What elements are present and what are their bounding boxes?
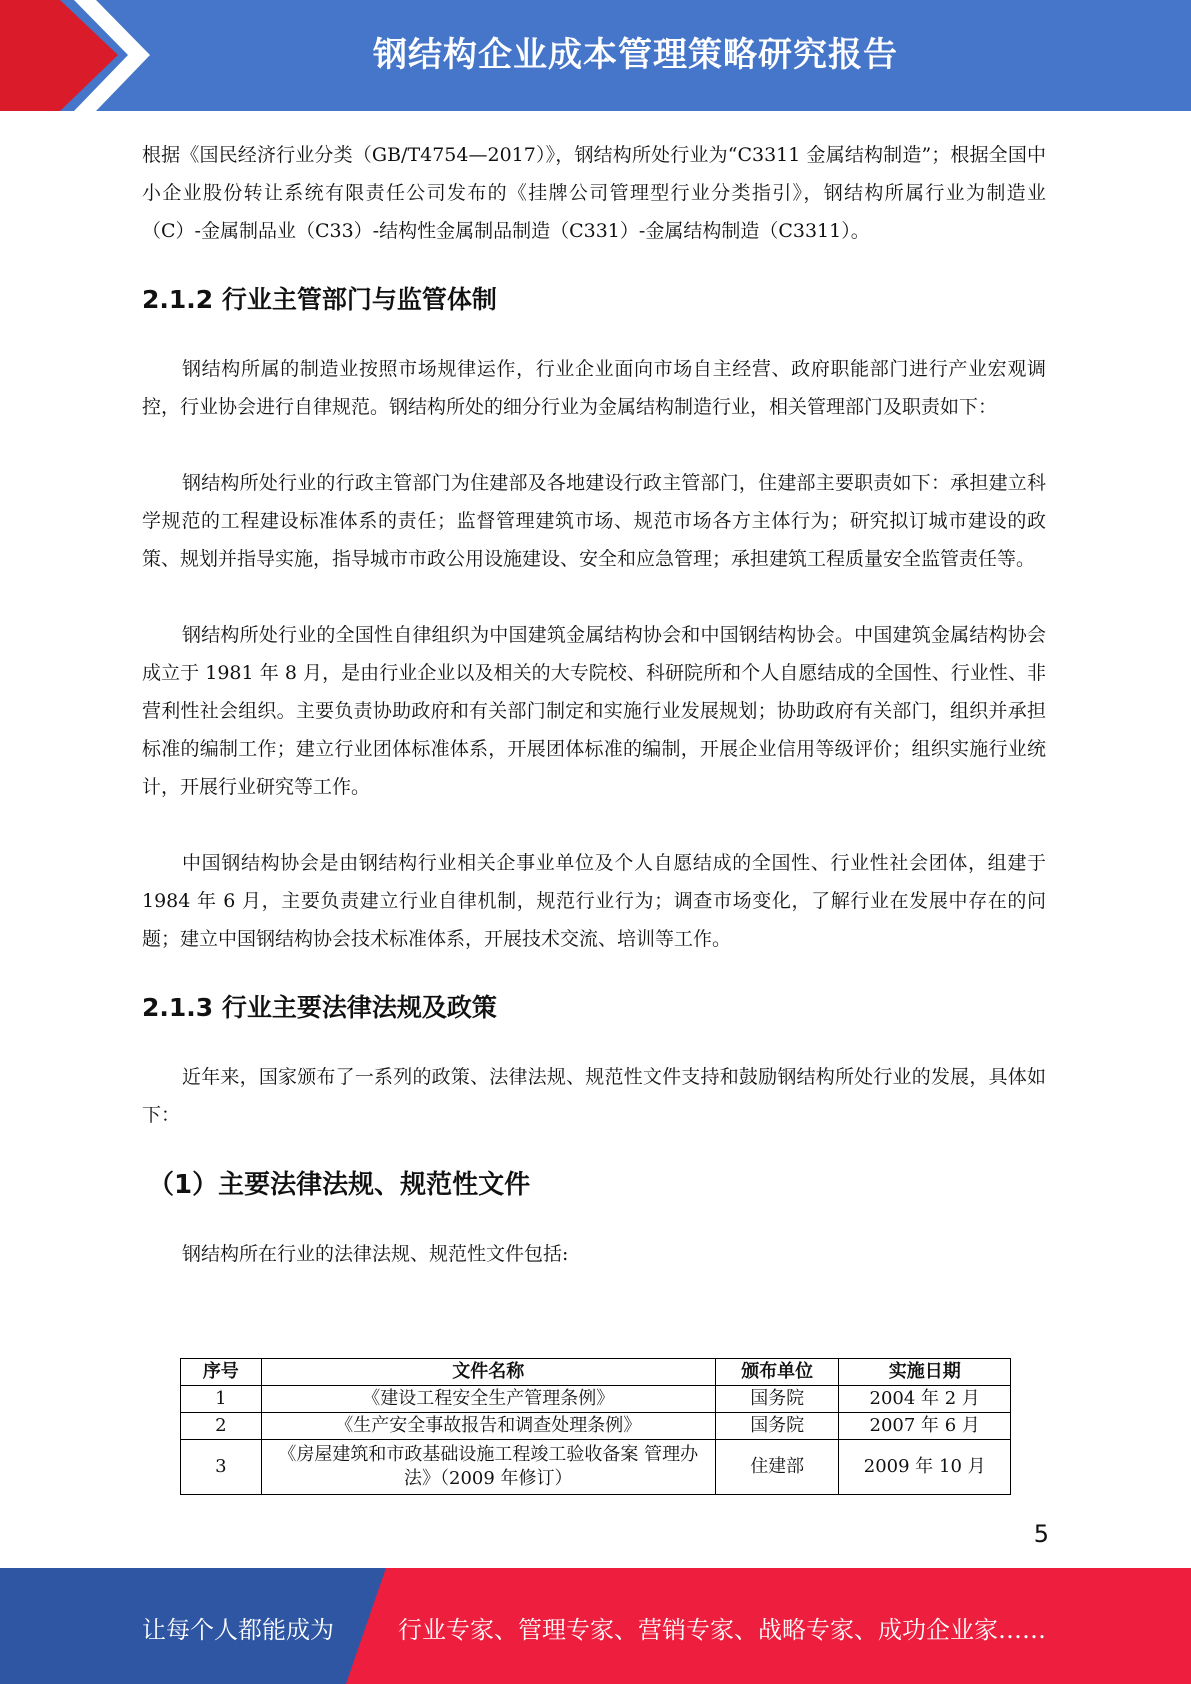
column-header-date: 实施日期 xyxy=(839,1359,1011,1386)
document-body xyxy=(142,136,1046,1273)
cell-index: 2 xyxy=(181,1413,262,1440)
column-header-index: 序号 xyxy=(181,1359,262,1386)
cell-date: 2007 年 6 月 xyxy=(839,1413,1011,1440)
cell-issuer: 国务院 xyxy=(715,1386,839,1413)
page-footer xyxy=(0,1568,1191,1684)
table-row xyxy=(181,1440,1011,1495)
table-row xyxy=(181,1386,1011,1413)
column-header-document: 文件名称 xyxy=(261,1359,715,1386)
cell-date: 2004 年 2 月 xyxy=(839,1386,1011,1413)
footer-slogan-right: 行业专家、管理专家、营销专家、战略专家、成功企业家…… xyxy=(398,1616,1046,1644)
paragraph-metal-structure-association: 钢结构所处行业的全国性自律组织为中国建筑金属结构协会和中国钢结构协会。中国建筑金属结构协会成立于 1981 年 8 月，是由行业企业以及相关的大专院校、科研院所和个人自愿结成的全国性、行业性、非营利性社会组织。主要负责协助政府和有关部门制定和实施行业发展规划；协助政府有关部门，组织并承担标准的编制工作；建立行业团体标准体系，开展团体标准的编制，开展企业信用等级评价；组织实施行业统计，开展行业研究等工作。 xyxy=(142,624,1046,798)
cell-document: 《生产安全事故报告和调查处理条例》 xyxy=(261,1413,715,1440)
cell-issuer: 住建部 xyxy=(715,1440,839,1495)
table-header-row xyxy=(181,1359,1011,1386)
header-title: 钢结构企业成本管理策略研究报告 xyxy=(373,35,898,75)
cell-document: 《房屋建筑和市政基础设施工程竣工验收备案 管理办法》（2009 年修订） xyxy=(261,1440,715,1495)
paragraph-policy-intro: 近年来，国家颁布了一系列的政策、法律法规、规范性文件支持和鼓励钢结构所处行业的发展，具体如下： xyxy=(142,1066,1046,1126)
subsection-heading-laws: （1）主要法律法规、规范性文件 xyxy=(148,1170,531,1200)
cell-document: 《建设工程安全生产管理条例》 xyxy=(261,1386,715,1413)
laws-table xyxy=(180,1358,1011,1495)
paragraph-industry-classification: 根据《国民经济行业分类（GB/T4754—2017）》，钢结构所处行业为“C3311 金属结构制造”；根据全国中小企业股份转让系统有限责任公司发布的《挂牌公司管理型行业分类指引》，钢结构所属行业为制造业（C）-金属制品业（C33）-结构性金属制品制造（C331）-金属结构制造（C3311）。 xyxy=(142,144,1046,242)
cell-issuer: 国务院 xyxy=(715,1413,839,1440)
cell-index: 1 xyxy=(181,1386,262,1413)
paragraph-table-intro: 钢结构所在行业的法律法规、规范性文件包括: xyxy=(182,1243,569,1265)
column-header-issuer: 颁布单位 xyxy=(715,1359,839,1386)
paragraph-regulation-overview: 钢结构所属的制造业按照市场规律运作，行业企业面向市场自主经营、政府职能部门进行产业宏观调控，行业协会进行自律规范。钢结构所处的细分行业为金属结构制造行业，相关管理部门及职责如下： xyxy=(142,358,1046,418)
page-number: 5 xyxy=(1033,1520,1049,1548)
footer-slogan-left: 让每个人都能成为 xyxy=(142,1616,334,1644)
paragraph-steel-structure-association: 中国钢结构协会是由钢结构行业相关企事业单位及个人自愿结成的全国性、行业性社会团体，组建于 1984 年 6 月，主要负责建立行业自律机制，规范行业行为；调查市场变化，了解行业在发展中存在的问题；建立中国钢结构协会技术标准体系，开展技术交流、培训等工作。 xyxy=(142,852,1046,950)
paragraph-ministry-duties: 钢结构所处行业的行政主管部门为住建部及各地建设行政主管部门，住建部主要职责如下：承担建立科学规范的工程建设标准体系的责任；监督管理建筑市场、规范市场各方主体行为；研究拟订城市建设的政策、规划并指导实施，指导城市市政公用设施建设、安全和应急管理；承担建筑工程质量安全监管责任等。 xyxy=(142,472,1046,570)
section-heading-2-1-2: 2.1.2 行业主管部门与监管体制 xyxy=(142,285,497,314)
cell-date: 2009 年 10 月 xyxy=(839,1440,1011,1495)
table-row xyxy=(181,1413,1011,1440)
cell-index: 3 xyxy=(181,1440,262,1495)
page-header xyxy=(0,0,1191,111)
section-heading-2-1-3: 2.1.3 行业主要法律法规及政策 xyxy=(142,993,497,1022)
